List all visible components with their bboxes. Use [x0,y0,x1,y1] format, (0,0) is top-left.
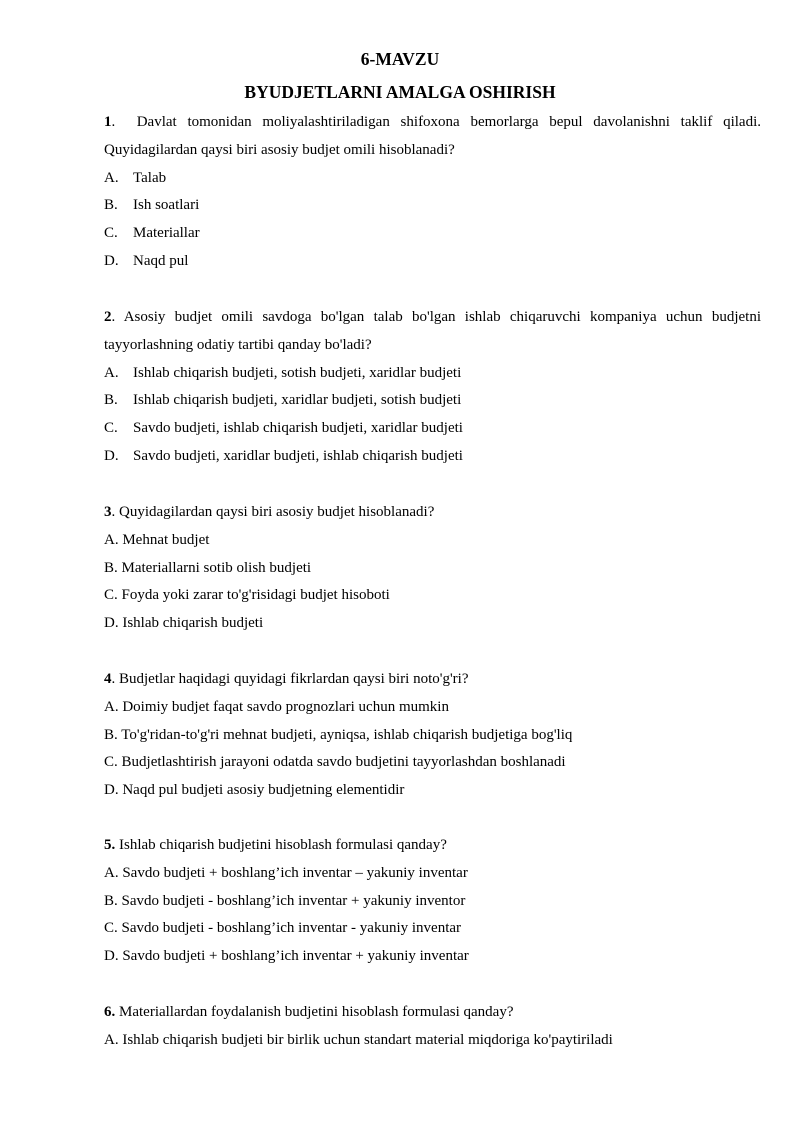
answer-option-d[interactable] [104,777,761,805]
question-2 [104,304,765,471]
answer-option-a[interactable] [104,694,761,722]
answer-option-b[interactable] [104,555,761,583]
answer-option-b[interactable] [104,722,761,750]
question-number: 2 [104,309,112,325]
question-stem [104,109,765,165]
answer-option-d[interactable] [104,248,761,276]
option-text: Ishlab chiqarish budjeti, sotish budjeti, xaridlar budjeti [133,364,462,381]
option-label: C. [104,754,118,771]
question-number: 4 [104,671,112,687]
question-6 [104,999,761,1055]
option-label: D. [104,447,119,464]
question-stem [104,499,761,527]
option-label: A. [104,364,119,381]
option-label: C. [104,225,118,242]
question-5 [104,832,761,971]
answer-option-a[interactable] [104,360,761,388]
option-label: D. [104,782,119,799]
question-stem [104,304,765,360]
option-text: Savdo budjeti, xaridlar budjeti, ishlab chiqarish budjeti [133,447,463,464]
option-label: C. [104,420,118,437]
option-label: B. [104,726,118,743]
answer-option-a[interactable] [104,527,761,555]
question-number-dot: . [111,114,116,130]
answer-option-c[interactable] [104,915,761,943]
question-number-dot: . [111,309,116,325]
option-text: Mehnat budjet [122,531,210,548]
question-stem [104,666,761,694]
question-text: Ishlab chiqarish budjetini hisoblash formulasi qanday? [115,837,447,853]
option-text: Savdo budjeti - boshlang’ich inventar - yakuniy inventar [121,920,462,937]
question-stem [104,832,761,860]
option-label: B. [104,892,118,909]
option-label: A. [104,698,119,715]
question-stem [104,999,761,1027]
document-subtitle: BYUDJETLARNI AMALGA OSHIRISH [244,82,556,102]
option-label: D. [104,252,119,269]
option-text: Ish soatlari [133,197,200,214]
option-text: Budjetlashtirish jarayoni odatda savdo budjetini tayyorlashdan boshlanadi [121,754,566,771]
option-text: Naqd pul [133,252,189,269]
answer-option-c[interactable] [104,415,761,443]
answer-option-b[interactable] [104,888,761,916]
question-number: 1 [104,114,112,130]
question-number: 5. [104,837,116,853]
question-text: Materiallardan foydalanish budjetini hisoblash formulasi qanday? [115,1004,514,1020]
question-text: Asosiy budjet omili savdoga bo'lgan talab bo'lgan ishlab chiqaruvchi kompaniya uchun budjetni tayyorlashning odatiy tartibi qanday bo'ladi? [104,309,765,353]
answer-option-b[interactable] [104,387,761,415]
question-text: Budjetlar haqidagi quyidagi fikrlardan qaysi biri noto'g'ri? [115,671,469,687]
answer-option-c[interactable] [104,749,761,777]
option-text: To'g'ridan-to'g'ri mehnat budjeti, ayniqsa, ishlab chiqarish budjetiga bog'liq [121,726,573,743]
option-text: Savdo budjeti + boshlang’ich inventar – yakuniy inventar [122,864,468,881]
answer-option-c[interactable] [104,582,761,610]
answer-option-b[interactable] [104,192,761,220]
document-title: 6-MAVZU [360,49,440,69]
answer-option-a[interactable] [104,165,761,193]
question-number-dot: . [111,504,116,520]
option-label: B. [104,392,118,409]
question-number-dot: . [111,671,116,687]
option-label: A. [104,864,119,881]
option-label: C. [104,587,118,604]
option-label: B. [104,559,118,576]
option-label: A. [104,531,119,548]
option-text: Naqd pul budjeti asosiy budjetning elementidir [122,782,405,799]
question-number: 3 [104,504,112,520]
question-1 [104,109,765,276]
option-label: A. [104,169,119,186]
question-text: Davlat tomonidan moliyalashtiriladigan shifoxona bemorlarga bepul davolanishni taklif qiladi. Quyidagilardan qaysi biri asosiy budjet omili hisoblanadi? [104,114,765,158]
option-text: Savdo budjeti, ishlab chiqarish budjeti, xaridlar budjeti [133,420,463,437]
answer-option-d[interactable] [104,610,761,638]
option-text: Savdo budjeti + boshlang’ich inventar + yakuniy inventar [122,948,469,965]
option-text: Ishlab chiqarish budjeti bir birlik uchun standart material miqdoriga ko'paytiriladi [122,1031,613,1048]
option-label: C. [104,920,118,937]
option-label: D. [104,615,119,632]
option-label: A. [104,1031,119,1048]
option-text: Materiallar [133,225,200,242]
question-4 [104,666,761,805]
answer-option-a[interactable] [104,860,761,888]
question-number: 6. [104,1004,116,1020]
answer-option-d[interactable] [104,943,761,971]
option-label: B. [104,197,118,214]
option-text: Ishlab chiqarish budjeti [122,615,264,632]
answer-option-d[interactable] [104,443,761,471]
option-text: Doimiy budjet faqat savdo prognozlari uchun mumkin [122,698,449,715]
question-3 [104,499,761,638]
answer-option-c[interactable] [104,220,761,248]
option-text: Foyda yoki zarar to'g'risidagi budjet hisoboti [121,587,390,604]
option-label: D. [104,948,119,965]
question-text: Quyidagilardan qaysi biri asosiy budjet hisoblanadi? [115,504,435,520]
option-text: Ishlab chiqarish budjeti, xaridlar budjeti, sotish budjeti [133,392,462,409]
option-text: Talab [133,169,167,186]
option-text: Savdo budjeti - boshlang’ich inventar + yakuniy inventor [121,892,466,909]
option-text: Materiallarni sotib olish budjeti [121,559,312,576]
answer-option-a[interactable] [104,1027,761,1055]
